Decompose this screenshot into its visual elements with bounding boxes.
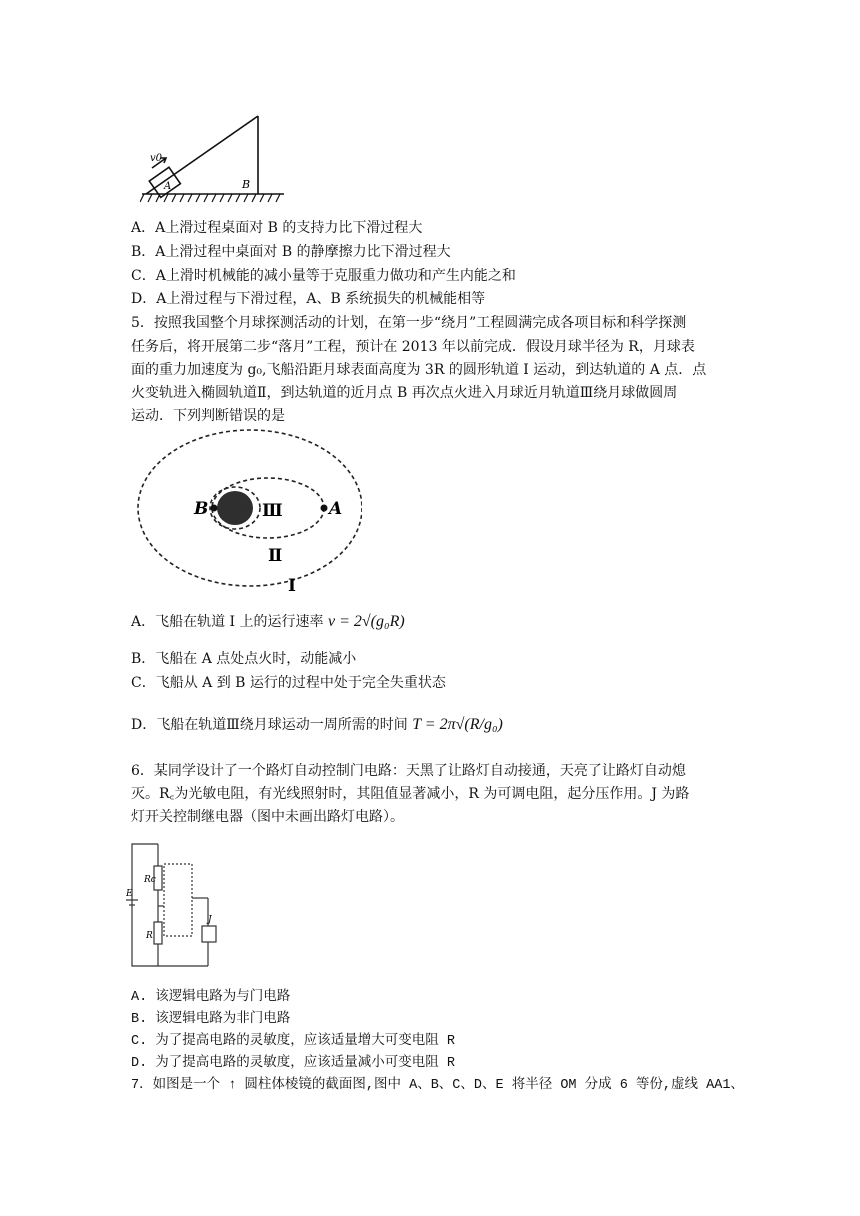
q5-stem-line-1: 5．按照我国整个月球探测活动的计划，在第一步“绕月”工程圆满完成各项目标和科学探测: [131, 315, 687, 331]
q4-option-c: C．A上滑时机械能的减小量等于克服重力做功和产生内能之和: [131, 268, 516, 284]
q6-stem-line-1: 6．某同学设计了一个路灯自动控制门电路：天黑了让路灯自动接通，天亮了让路灯自动熄: [131, 763, 686, 779]
orbit-1-label: I: [288, 576, 296, 596]
q5-stem-line-3: 面的重力加速度为 g₀,飞船沿距月球表面高度为 3R 的圆形轨道 I 运动，到达轨道的 A 点．点: [131, 362, 707, 378]
point-a-label: A: [329, 499, 343, 519]
q7-stem-line-1: 7．如图是一个 ↑ 圆柱体棱镜的截面图,图中 A、B、C、D、E 将半径 OM 分成 6 等份,虚线 AA1、: [131, 1078, 744, 1093]
q5-option-b: B．飞船在 A 点处点火时，动能减小: [131, 651, 357, 667]
battery-e-label: E: [126, 889, 133, 899]
q5-stem-line-2: 任务后，将开展第二步“落月”工程，预计在 2013 年以前完成．假设月球半径为 R，月球表: [131, 339, 695, 355]
q6-option-a: A. 该逻辑电路为与门电路: [131, 990, 291, 1005]
q5-stem-line-4: 火变轨进入椭圆轨道Ⅱ，到达轨道的近月点 B 再次点火进入月球近月轨道Ⅲ绕月球做圆周: [131, 385, 678, 401]
orbit-3-label: Ⅲ: [262, 501, 283, 521]
q6-option-b: B. 该逻辑电路为非门电路: [131, 1012, 291, 1027]
wedge-b-label: B: [242, 178, 251, 191]
q5-stem-line-5: 运动．下列判断错误的是: [131, 408, 285, 424]
q5-option-a-formula: v = 2√(g₀R): [328, 613, 405, 630]
q6-stem-line-2: 灭。R꜀为光敏电阻，有光线照射时，其阻值显著减小，R 为可调电阻，起分压作用。J 为路: [131, 786, 690, 802]
q6-option-c: C. 为了提高电路的灵敏度，应该适量增大可变电阻 R: [131, 1034, 456, 1049]
point-b-label: B: [194, 499, 209, 519]
block-a-label: A: [164, 181, 172, 192]
incline-figure: [140, 110, 290, 210]
circuit-figure: [126, 840, 236, 972]
q5-option-a-text: A．飞船在轨道 I 上的运行速率: [131, 614, 324, 630]
q4-option-a: A．A上滑过程桌面对 B 的支持力比下滑过程大: [131, 220, 423, 236]
q4-option-b: B．A上滑过程中桌面对 B 的静摩擦力比下滑过程大: [131, 244, 451, 260]
relay-j-label: J: [208, 915, 212, 925]
v0-label: v0: [150, 153, 163, 164]
q5-option-d: [131, 715, 503, 735]
rc-label: Rc: [144, 875, 156, 885]
orbit-2-label: Ⅱ: [268, 546, 283, 566]
lunar-orbit-figure: [132, 428, 362, 600]
q6-stem-line-3: 灯开关控制继电器（图中未画出路灯电路）。: [131, 809, 404, 825]
q6-option-d: D. 为了提高电路的灵敏度，应该适量减小可变电阻 R: [131, 1056, 456, 1071]
q5-option-d-text: D．飞船在轨道Ⅲ绕月球运动一周所需的时间: [131, 717, 408, 733]
q4-option-d: D．A上滑过程与下滑过程，A、B 系统损失的机械能相等: [131, 291, 486, 307]
q5-option-d-formula: T = 2π√(R/g₀): [412, 716, 503, 733]
q5-option-a: [131, 612, 405, 632]
q5-option-c: C．飞船从 A 到 B 运行的过程中处于完全失重状态: [131, 675, 446, 691]
r-label: R: [146, 931, 153, 941]
